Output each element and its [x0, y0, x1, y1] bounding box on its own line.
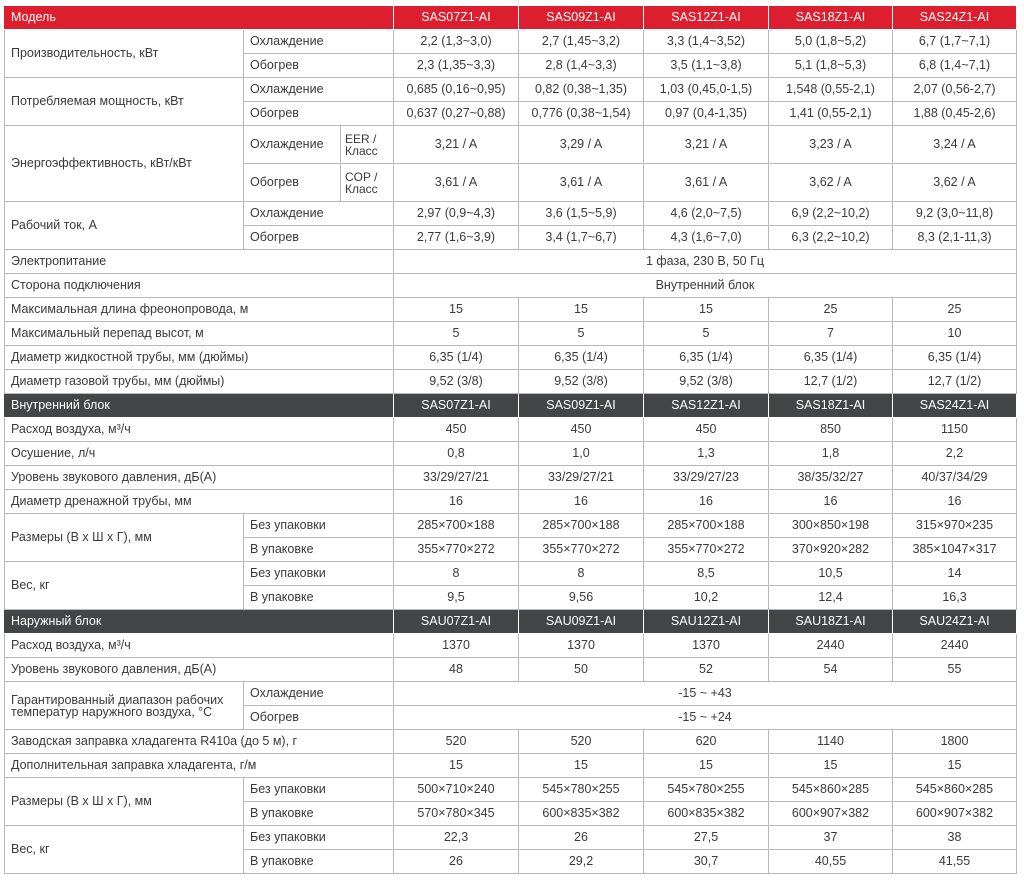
max-pipe-length-row — [5, 298, 1017, 322]
max-height-diff-row — [5, 322, 1017, 346]
refrigerant-charge-row — [5, 730, 1017, 754]
indoor-airflow-value: 1150 — [893, 418, 1017, 442]
max-height-diff-value: 5 — [644, 322, 769, 346]
dehumidification-value: 0,8 — [394, 442, 519, 466]
drain-pipe-value: 16 — [893, 490, 1017, 514]
power-consumption-value: 1,41 (0,55-2,1) — [769, 102, 893, 126]
max-pipe-length-label: Максимальная длина фреонопровода, м — [5, 298, 394, 322]
operating-current-value: 4,6 (2,0~7,5) — [644, 202, 769, 226]
indoor-dimensions-row — [5, 514, 1017, 538]
dehumidification-value: 1,0 — [519, 442, 644, 466]
indoor-dimensions-value: 355×770×272 — [644, 538, 769, 562]
temp-range-value: -15 ~ +43 — [394, 682, 1017, 706]
efficiency-label: Энергоэффективность, кВт/кВт — [5, 126, 244, 202]
drain-pipe-value: 16 — [769, 490, 893, 514]
operating-current-value: 3,4 (1,7~6,7) — [519, 226, 644, 250]
gas-pipe-value: 9,52 (3/8) — [644, 370, 769, 394]
indoor-dimensions-value: 285×700×188 — [519, 514, 644, 538]
power-consumption-value: 2,07 (0,56-2,7) — [893, 78, 1017, 102]
indoor-dimensions-value: 355×770×272 — [394, 538, 519, 562]
indoor-weight-value: 9,5 — [394, 586, 519, 610]
max-height-diff-value: 5 — [519, 322, 644, 346]
power-consumption-value: 1,03 (0,45,0-1,5) — [644, 78, 769, 102]
outdoor-model-name: SAU18Z1-AI — [769, 610, 893, 634]
efficiency-value: 3,23 / A — [769, 126, 893, 164]
performance-value: 3,3 (1,4~3,52) — [644, 30, 769, 54]
operating-current-value: 6,9 (2,2~10,2) — [769, 202, 893, 226]
efficiency-sublabel: Охлаждение — [244, 126, 341, 164]
operating-current-sublabel: Охлаждение — [244, 202, 394, 226]
outdoor-weight-value: 26 — [394, 850, 519, 874]
indoor-dimensions-value: 285×700×188 — [644, 514, 769, 538]
temp-range-sublabel: Обогрев — [244, 706, 394, 730]
indoor-model-name: SAS12Z1-AI — [644, 394, 769, 418]
temp-range-label: Гарантированный диапазон рабочих температур наружного воздуха, °С — [5, 682, 244, 730]
outdoor-airflow-value: 2440 — [769, 634, 893, 658]
power-consumption-value: 1,88 (0,45-2,6) — [893, 102, 1017, 126]
indoor-weight-sublabel: В упаковке — [244, 586, 394, 610]
dehumidification-row — [5, 442, 1017, 466]
max-height-diff-value: 7 — [769, 322, 893, 346]
additional-charge-row — [5, 754, 1017, 778]
outdoor-weight-value: 22,3 — [394, 826, 519, 850]
performance-value: 5,0 (1,8~5,2) — [769, 30, 893, 54]
indoor-dimensions-value: 385×1047×317 — [893, 538, 1017, 562]
additional-charge-value: 15 — [394, 754, 519, 778]
outdoor-dimensions-label: Размеры (В x Ш x Г), мм — [5, 778, 244, 826]
efficiency-value: 3,62 / A — [893, 164, 1017, 202]
outdoor-airflow-label: Расход воздуха, м³/ч — [5, 634, 394, 658]
indoor-dimensions-value: 300×850×198 — [769, 514, 893, 538]
performance-value: 2,7 (1,45~3,2) — [519, 30, 644, 54]
efficiency-value: 3,29 / A — [519, 126, 644, 164]
power-consumption-label: Потребляемая мощность, кВт — [5, 78, 244, 126]
model-name: SAS07Z1-AI — [394, 6, 519, 30]
indoor-model-name: SAS07Z1-AI — [394, 394, 519, 418]
power-consumption-value: 0,685 (0,16~0,95) — [394, 78, 519, 102]
model-name: SAS24Z1-AI — [893, 6, 1017, 30]
outdoor-weight-value: 38 — [893, 826, 1017, 850]
efficiency-value: 3,61 / A — [394, 164, 519, 202]
indoor-section-title: Внутренний блок — [5, 394, 394, 418]
outdoor-noise-value: 50 — [519, 658, 644, 682]
liquid-pipe-label: Диаметр жидкостной трубы, мм (дюймы) — [5, 346, 394, 370]
outdoor-airflow-value: 2440 — [893, 634, 1017, 658]
refrigerant-charge-value: 1140 — [769, 730, 893, 754]
indoor-dimensions-value: 285×700×188 — [394, 514, 519, 538]
indoor-weight-value: 14 — [893, 562, 1017, 586]
refrigerant-charge-label: Заводская заправка хладагента R410a (до 5 м), г — [5, 730, 394, 754]
outdoor-dimensions-value: 600×835×382 — [644, 802, 769, 826]
gas-pipe-row — [5, 370, 1017, 394]
dehumidification-value: 1,3 — [644, 442, 769, 466]
outdoor-airflow-value: 1370 — [644, 634, 769, 658]
model-name: SAS12Z1-AI — [644, 6, 769, 30]
gas-pipe-value: 12,7 (1/2) — [769, 370, 893, 394]
performance-sublabel: Охлаждение — [244, 30, 394, 54]
dehumidification-value: 1,8 — [769, 442, 893, 466]
indoor-noise-row — [5, 466, 1017, 490]
gas-pipe-value: 12,7 (1/2) — [893, 370, 1017, 394]
efficiency-value: 3,61 / A — [644, 164, 769, 202]
operating-current-value: 6,3 (2,2~10,2) — [769, 226, 893, 250]
max-pipe-length-value: 25 — [893, 298, 1017, 322]
indoor-weight-value: 8 — [394, 562, 519, 586]
connection-side-label: Сторона подключения — [5, 274, 394, 298]
outdoor-model-name: SAU24Z1-AI — [893, 610, 1017, 634]
outdoor-model-name: SAU07Z1-AI — [394, 610, 519, 634]
outdoor-weight-value: 30,7 — [644, 850, 769, 874]
additional-charge-label: Дополнительная заправка хладагента, г/м — [5, 754, 394, 778]
indoor-weight-value: 10,5 — [769, 562, 893, 586]
cop-label: COP / Класс — [341, 164, 394, 202]
temp-range-value: -15 ~ +24 — [394, 706, 1017, 730]
model-name: SAS18Z1-AI — [769, 6, 893, 30]
outdoor-dimensions-sublabel: Без упаковки — [244, 778, 394, 802]
indoor-airflow-value: 450 — [644, 418, 769, 442]
indoor-weight-value: 16,3 — [893, 586, 1017, 610]
performance-value: 6,7 (1,7~7,1) — [893, 30, 1017, 54]
outdoor-dimensions-value: 600×907×382 — [769, 802, 893, 826]
outdoor-airflow-value: 1370 — [519, 634, 644, 658]
gas-pipe-label: Диаметр газовой трубы, мм (дюймы) — [5, 370, 394, 394]
outdoor-header-row — [5, 610, 1017, 634]
indoor-airflow-label: Расход воздуха, м³/ч — [5, 418, 394, 442]
efficiency-value: 3,24 / A — [893, 126, 1017, 164]
indoor-noise-value: 40/37/34/29 — [893, 466, 1017, 490]
dehumidification-value: 2,2 — [893, 442, 1017, 466]
max-height-diff-label: Максимальный перепад высот, м — [5, 322, 394, 346]
outdoor-section-title: Наружный блок — [5, 610, 394, 634]
efficiency-value: 3,21 / A — [644, 126, 769, 164]
operating-current-value: 9,2 (3,0~11,8) — [893, 202, 1017, 226]
efficiency-row — [5, 126, 1017, 164]
efficiency-value: 3,61 / A — [519, 164, 644, 202]
indoor-noise-label: Уровень звукового давления, дБ(А) — [5, 466, 394, 490]
performance-value: 3,5 (1,1~3,8) — [644, 54, 769, 78]
outdoor-dimensions-value: 600×907×382 — [893, 802, 1017, 826]
operating-current-value: 2,97 (0,9~4,3) — [394, 202, 519, 226]
model-header-row — [5, 6, 1017, 30]
max-pipe-length-value: 15 — [519, 298, 644, 322]
outdoor-airflow-value: 1370 — [394, 634, 519, 658]
indoor-header-row — [5, 394, 1017, 418]
operating-current-label: Рабочий ток, А — [5, 202, 244, 250]
outdoor-dimensions-value: 545×860×285 — [893, 778, 1017, 802]
liquid-pipe-value: 6,35 (1/4) — [519, 346, 644, 370]
drain-pipe-row — [5, 490, 1017, 514]
performance-sublabel: Обогрев — [244, 54, 394, 78]
gas-pipe-value: 9,52 (3/8) — [519, 370, 644, 394]
refrigerant-charge-value: 1800 — [893, 730, 1017, 754]
additional-charge-value: 15 — [644, 754, 769, 778]
indoor-dimensions-sublabel: Без упаковки — [244, 514, 394, 538]
gas-pipe-value: 9,52 (3/8) — [394, 370, 519, 394]
additional-charge-value: 15 — [519, 754, 644, 778]
power-supply-value: 1 фаза, 230 В, 50 Гц — [394, 250, 1017, 274]
outdoor-dimensions-row — [5, 778, 1017, 802]
temp-range-row — [5, 682, 1017, 706]
indoor-dimensions-value: 370×920×282 — [769, 538, 893, 562]
outdoor-dimensions-value: 545×860×285 — [769, 778, 893, 802]
outdoor-weight-sublabel: В упаковке — [244, 850, 394, 874]
model-name: SAS09Z1-AI — [519, 6, 644, 30]
max-pipe-length-value: 15 — [644, 298, 769, 322]
operating-current-row — [5, 202, 1017, 226]
power-supply-row — [5, 250, 1017, 274]
power-consumption-value: 0,97 (0,4-1,35) — [644, 102, 769, 126]
outdoor-model-name: SAU09Z1-AI — [519, 610, 644, 634]
performance-value: 2,3 (1,35~3,3) — [394, 54, 519, 78]
outdoor-dimensions-value: 545×780×255 — [644, 778, 769, 802]
indoor-weight-value: 9,56 — [519, 586, 644, 610]
drain-pipe-label: Диаметр дренажной трубы, мм — [5, 490, 394, 514]
outdoor-noise-value: 55 — [893, 658, 1017, 682]
outdoor-noise-value: 54 — [769, 658, 893, 682]
temp-range-sublabel: Охлаждение — [244, 682, 394, 706]
refrigerant-charge-value: 520 — [519, 730, 644, 754]
performance-label: Производительность, кВт — [5, 30, 244, 78]
outdoor-weight-sublabel: Без упаковки — [244, 826, 394, 850]
indoor-noise-value: 38/35/32/27 — [769, 466, 893, 490]
indoor-dimensions-value: 315×970×235 — [893, 514, 1017, 538]
performance-value: 2,2 (1,3~3,0) — [394, 30, 519, 54]
eer-label: EER / Класс — [341, 126, 394, 164]
power-consumption-sublabel: Обогрев — [244, 102, 394, 126]
specifications-table-body — [5, 6, 1017, 874]
indoor-weight-sublabel: Без упаковки — [244, 562, 394, 586]
outdoor-weight-label: Вес, кг — [5, 826, 244, 874]
indoor-weight-value: 12,4 — [769, 586, 893, 610]
performance-value: 2,8 (1,4~3,3) — [519, 54, 644, 78]
additional-charge-value: 15 — [769, 754, 893, 778]
power-consumption-value: 1,548 (0,55-2,1) — [769, 78, 893, 102]
performance-row — [5, 30, 1017, 54]
indoor-noise-value: 33/29/27/21 — [519, 466, 644, 490]
outdoor-noise-value: 48 — [394, 658, 519, 682]
outdoor-weight-value: 40,55 — [769, 850, 893, 874]
max-pipe-length-value: 25 — [769, 298, 893, 322]
connection-side-row — [5, 274, 1017, 298]
outdoor-dimensions-sublabel: В упаковке — [244, 802, 394, 826]
specifications-table — [4, 5, 1017, 874]
indoor-model-name: SAS24Z1-AI — [893, 394, 1017, 418]
indoor-dimensions-value: 355×770×272 — [519, 538, 644, 562]
indoor-airflow-value: 450 — [394, 418, 519, 442]
outdoor-noise-value: 52 — [644, 658, 769, 682]
operating-current-value: 8,3 (2,1-11,3) — [893, 226, 1017, 250]
indoor-weight-value: 8 — [519, 562, 644, 586]
outdoor-weight-value: 29,2 — [519, 850, 644, 874]
performance-value: 6,8 (1,4~7,1) — [893, 54, 1017, 78]
drain-pipe-value: 16 — [519, 490, 644, 514]
indoor-dimensions-sublabel: В упаковке — [244, 538, 394, 562]
efficiency-value: 3,21 / A — [394, 126, 519, 164]
indoor-noise-value: 33/29/27/23 — [644, 466, 769, 490]
liquid-pipe-value: 6,35 (1/4) — [394, 346, 519, 370]
indoor-weight-value: 10,2 — [644, 586, 769, 610]
max-pipe-length-value: 15 — [394, 298, 519, 322]
liquid-pipe-value: 6,35 (1/4) — [893, 346, 1017, 370]
outdoor-weight-value: 37 — [769, 826, 893, 850]
outdoor-noise-label: Уровень звукового давления, дБ(А) — [5, 658, 394, 682]
indoor-airflow-value: 850 — [769, 418, 893, 442]
refrigerant-charge-value: 620 — [644, 730, 769, 754]
model-header-label: Модель — [5, 6, 394, 30]
outdoor-noise-row — [5, 658, 1017, 682]
max-height-diff-value: 10 — [893, 322, 1017, 346]
indoor-airflow-row — [5, 418, 1017, 442]
operating-current-value: 4,3 (1,6~7,0) — [644, 226, 769, 250]
connection-side-value: Внутренний блок — [394, 274, 1017, 298]
efficiency-sublabel: Обогрев — [244, 164, 341, 202]
liquid-pipe-value: 6,35 (1/4) — [769, 346, 893, 370]
efficiency-value: 3,62 / A — [769, 164, 893, 202]
operating-current-value: 3,6 (1,5~5,9) — [519, 202, 644, 226]
indoor-noise-value: 33/29/27/21 — [394, 466, 519, 490]
indoor-model-name: SAS09Z1-AI — [519, 394, 644, 418]
refrigerant-charge-value: 520 — [394, 730, 519, 754]
outdoor-dimensions-value: 545×780×255 — [519, 778, 644, 802]
additional-charge-value: 15 — [893, 754, 1017, 778]
outdoor-weight-row — [5, 826, 1017, 850]
performance-value: 5,1 (1,8~5,3) — [769, 54, 893, 78]
operating-current-sublabel: Обогрев — [244, 226, 394, 250]
power-consumption-value: 0,637 (0,27~0,88) — [394, 102, 519, 126]
outdoor-model-name: SAU12Z1-AI — [644, 610, 769, 634]
power-consumption-row — [5, 78, 1017, 102]
outdoor-dimensions-value: 570×780×345 — [394, 802, 519, 826]
outdoor-dimensions-value: 600×835×382 — [519, 802, 644, 826]
indoor-model-name: SAS18Z1-AI — [769, 394, 893, 418]
liquid-pipe-value: 6,35 (1/4) — [644, 346, 769, 370]
power-consumption-value: 0,776 (0,38~1,54) — [519, 102, 644, 126]
outdoor-weight-value: 41,55 — [893, 850, 1017, 874]
operating-current-value: 2,77 (1,6~3,9) — [394, 226, 519, 250]
outdoor-weight-value: 26 — [519, 826, 644, 850]
indoor-airflow-value: 450 — [519, 418, 644, 442]
power-consumption-value: 0,82 (0,38~1,35) — [519, 78, 644, 102]
power-supply-label: Электропитание — [5, 250, 394, 274]
indoor-weight-label: Вес, кг — [5, 562, 244, 610]
outdoor-dimensions-value: 500×710×240 — [394, 778, 519, 802]
indoor-weight-row — [5, 562, 1017, 586]
max-height-diff-value: 5 — [394, 322, 519, 346]
liquid-pipe-row — [5, 346, 1017, 370]
power-consumption-sublabel: Охлаждение — [244, 78, 394, 102]
dehumidification-label: Осушение, л/ч — [5, 442, 394, 466]
indoor-weight-value: 8,5 — [644, 562, 769, 586]
drain-pipe-value: 16 — [394, 490, 519, 514]
outdoor-weight-value: 27,5 — [644, 826, 769, 850]
outdoor-airflow-row — [5, 634, 1017, 658]
indoor-dimensions-label: Размеры (В x Ш x Г), мм — [5, 514, 244, 562]
drain-pipe-value: 16 — [644, 490, 769, 514]
